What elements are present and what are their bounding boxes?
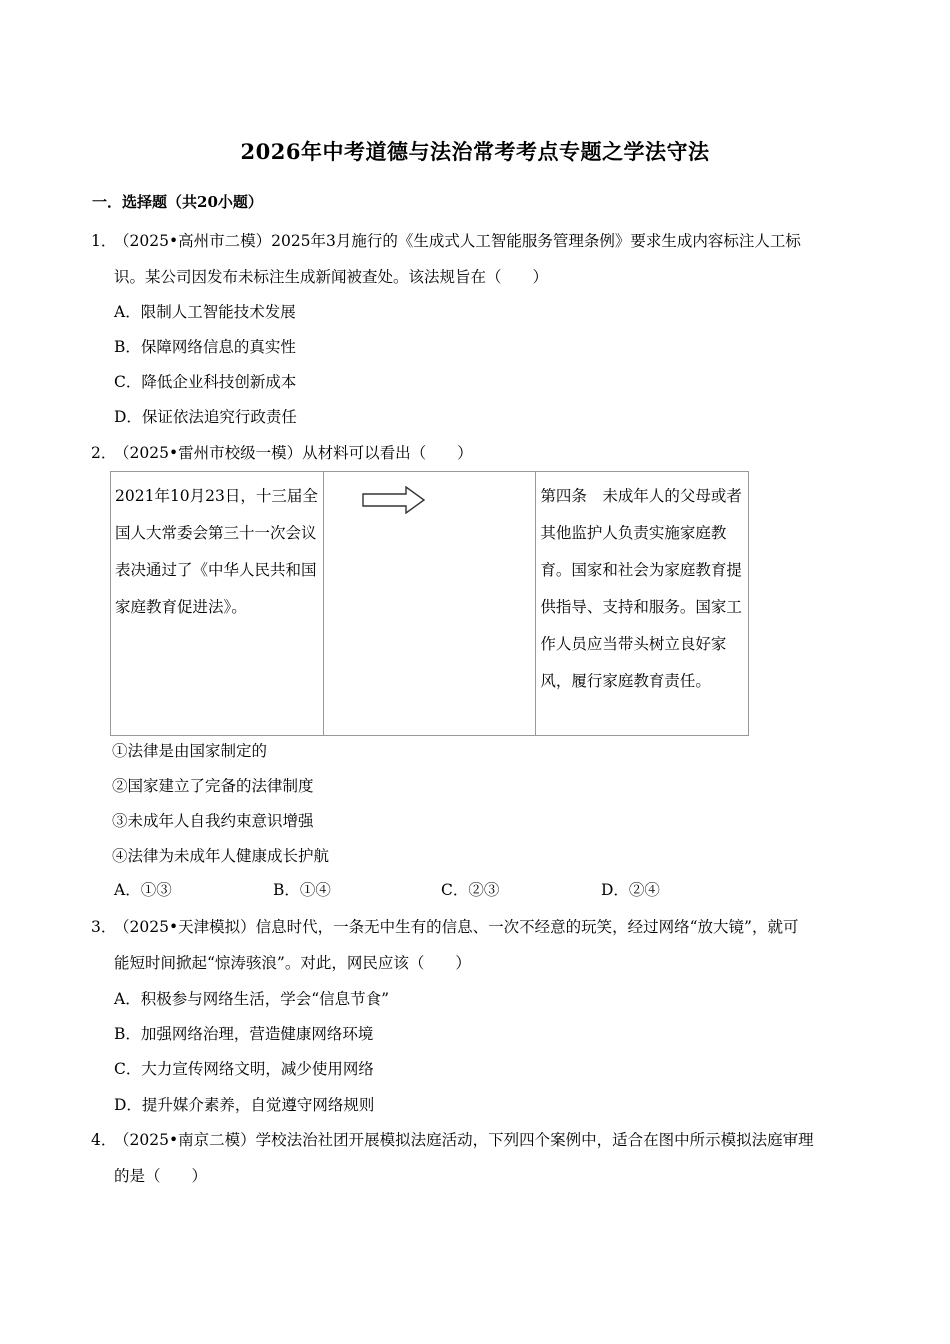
q3-option-d: D．提升媒介素养，自觉遵守网络规则 xyxy=(114,1096,375,1114)
q4-stem-line2: 的是（ ） xyxy=(114,1167,208,1185)
q1-option-a: A．限制人工智能技术发展 xyxy=(114,303,296,321)
q4-stem-line1: （2025•南京二模）学校法治社团开展模拟法庭活动，下列四个案例中，适合在图中所示模拟法庭审理 xyxy=(114,1131,814,1149)
q4-number: 4． xyxy=(91,1131,117,1149)
q1-option-d: D．保证依法追究行政责任 xyxy=(114,408,297,426)
q2-number: 2． xyxy=(91,444,117,462)
q1-number: 1． xyxy=(91,232,117,250)
q2-option-c: C．②③ xyxy=(441,881,500,899)
section-heading: 一．选择题（共20小题） xyxy=(92,193,263,211)
q3-number: 3． xyxy=(91,918,117,936)
q2-option-a: A．①③ xyxy=(114,881,172,899)
right-arrow-icon xyxy=(362,486,426,514)
q2-option-b: B．①④ xyxy=(273,881,331,899)
q2-left-cell: 2021年10月23日，十三届全国人大常委会第三十一次会议表决通过了《中华人民共和国家庭教育促进法》。 xyxy=(111,472,324,736)
q2-statement-1: ①法律是由国家制定的 xyxy=(112,742,268,760)
q1-option-c: C．降低企业科技创新成本 xyxy=(114,373,297,391)
q3-option-a: A．积极参与网络生活，学会“信息节食” xyxy=(114,990,390,1008)
q2-option-d: D．②④ xyxy=(601,881,660,899)
q1-stem-line2: 识。某公司因发布未标注生成新闻被查处。该法规旨在（ ） xyxy=(114,268,549,286)
q3-stem-line1: （2025•天津模拟）信息时代，一条无中生有的信息、一次不经意的玩笑，经过网络“放大镜”，就可 xyxy=(114,918,799,936)
q3-option-b: B．加强网络治理，营造健康网络环境 xyxy=(114,1025,374,1043)
q1-stem-line1: （2025•高州市二模）2025年3月施行的《生成式人工智能服务管理条例》要求生成内容标注人工标 xyxy=(114,232,801,250)
q2-stem: （2025•雷州市校级一模）从材料可以看出（ ） xyxy=(114,444,473,462)
q1-option-b: B．保障网络信息的真实性 xyxy=(114,338,296,356)
q3-option-c: C．大力宣传网络文明，减少使用网络 xyxy=(114,1060,374,1078)
q2-material-table xyxy=(110,471,749,736)
q2-middle-cell xyxy=(323,472,536,736)
q2-statement-2: ②国家建立了完备的法律制度 xyxy=(112,777,314,795)
q2-statement-3: ③未成年人自我约束意识增强 xyxy=(112,812,314,830)
q3-stem-line2: 能短时间掀起“惊涛骇浪”。对此，网民应该（ ） xyxy=(114,954,471,972)
document-title: 2026年中考道德与法治常考考点专题之学法守法 xyxy=(240,139,710,164)
q2-statement-4: ④法律为未成年人健康成长护航 xyxy=(112,847,330,865)
q2-right-cell: 第四条 未成年人的父母或者其他监护人负责实施家庭教育。国家和社会为家庭教育提供指导、支持和服务。国家工作人员应当带头树立良好家风，履行家庭教育责任。 xyxy=(536,472,749,736)
